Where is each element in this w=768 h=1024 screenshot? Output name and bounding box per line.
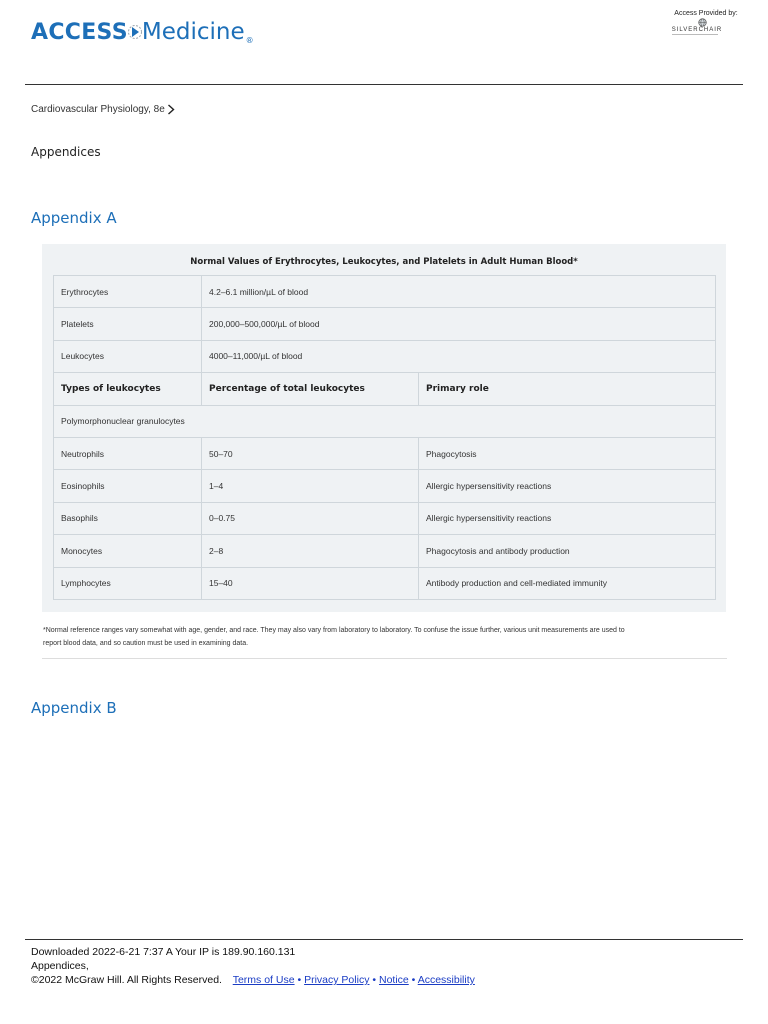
appendix-a-heading: Appendix A <box>31 209 117 227</box>
footnote-line-2: report blood data, and so caution must be used in examining data. <box>43 640 249 647</box>
leukocyte-type: Neutrophils <box>54 437 202 469</box>
chevron-right-icon <box>167 104 175 115</box>
link-separator: • <box>297 974 302 986</box>
column-header-type: Types of leukocytes <box>54 373 202 405</box>
blood-values-table <box>53 275 716 600</box>
leukocyte-percentage: 2–8 <box>202 535 419 567</box>
provider-name: SILVERCHAIR <box>671 27 723 33</box>
leukocyte-role: Allergic hypersensitivity reactions <box>419 502 716 534</box>
leukocyte-percentage: 15–40 <box>202 567 419 599</box>
table-caption: Normal Values of Erythrocytes, Leukocytes, and Platelets in Adult Human Blood* <box>190 257 578 267</box>
table-group-row <box>54 405 716 437</box>
logo-registered-mark: ® <box>245 35 254 45</box>
leukocyte-role: Phagocytosis and antibody production <box>419 535 716 567</box>
page-title: Appendices <box>31 145 101 159</box>
table-cell-value: 4000–11,000/µL of blood <box>202 340 716 372</box>
leukocyte-percentage: 0–0.75 <box>202 502 419 534</box>
table-row <box>54 308 716 340</box>
footnote-line-1: *Normal reference ranges vary somewhat with age, gender, and race. They may also vary from laboratory to laboratory. To confuse the issue further, various unit measurements are used to <box>43 627 625 634</box>
table-cell-label: Platelets <box>54 308 202 340</box>
terms-of-use-link[interactable]: Terms of Use <box>232 974 295 986</box>
link-separator: • <box>411 974 416 986</box>
leukocyte-type: Basophils <box>54 502 202 534</box>
header-divider <box>25 84 743 85</box>
table-footnote <box>43 624 733 650</box>
table-row <box>54 502 716 534</box>
group-label: Polymorphonuclear granulocytes <box>54 405 716 437</box>
leukocyte-type: Monocytes <box>54 535 202 567</box>
leukocyte-percentage: 50–70 <box>202 437 419 469</box>
column-header-role: Primary role <box>419 373 716 405</box>
column-header-percentage: Percentage of total leukocytes <box>202 373 419 405</box>
copyright-text: ©2022 McGraw Hill. All Rights Reserved. <box>31 974 222 986</box>
access-provided-badge <box>662 10 742 36</box>
leukocyte-type: Eosinophils <box>54 470 202 502</box>
page-footer <box>31 945 475 987</box>
table-cell-value: 4.2–6.1 million/µL of blood <box>202 276 716 308</box>
logo-medicine-text: Medicine <box>141 19 245 45</box>
link-separator: • <box>372 974 377 986</box>
logo-arrow-icon <box>128 12 142 52</box>
blood-values-table-container <box>42 244 726 612</box>
leukocyte-role: Allergic hypersensitivity reactions <box>419 470 716 502</box>
table-row <box>54 340 716 372</box>
table-row <box>54 276 716 308</box>
table-cell-value: 200,000–500,000/µL of blood <box>202 308 716 340</box>
access-medicine-logo[interactable] <box>31 12 254 52</box>
download-info: Downloaded 2022-6-21 7:37 A Your IP is 189.90.160.131 <box>31 946 296 958</box>
leukocyte-role: Antibody production and cell-mediated immunity <box>419 567 716 599</box>
leukocyte-percentage: 1–4 <box>202 470 419 502</box>
breadcrumb-book-link[interactable]: Cardiovascular Physiology, 8e <box>31 104 165 115</box>
footer-title: Appendices, <box>31 960 89 972</box>
leukocyte-type: Lymphocytes <box>54 567 202 599</box>
table-header-row <box>54 373 716 405</box>
table-row <box>54 535 716 567</box>
table-cell-label: Erythrocytes <box>54 276 202 308</box>
accessibility-link[interactable]: Accessibility <box>417 974 475 986</box>
breadcrumb[interactable] <box>31 104 175 115</box>
logo-access-text: ACCESS <box>31 19 128 45</box>
privacy-policy-link[interactable]: Privacy Policy <box>304 974 370 986</box>
appendix-b-heading: Appendix B <box>31 699 117 717</box>
table-row <box>54 437 716 469</box>
table-row <box>54 470 716 502</box>
globe-icon <box>698 18 707 27</box>
access-provided-label: Access Provided by: <box>674 10 738 17</box>
table-row <box>54 567 716 599</box>
footer-divider <box>25 939 743 940</box>
provider-underline <box>672 34 718 36</box>
footnote-divider <box>42 658 727 659</box>
table-cell-label: Leukocytes <box>54 340 202 372</box>
leukocyte-role: Phagocytosis <box>419 437 716 469</box>
footer-legal-line <box>31 973 475 987</box>
notice-link[interactable]: Notice <box>378 974 409 986</box>
